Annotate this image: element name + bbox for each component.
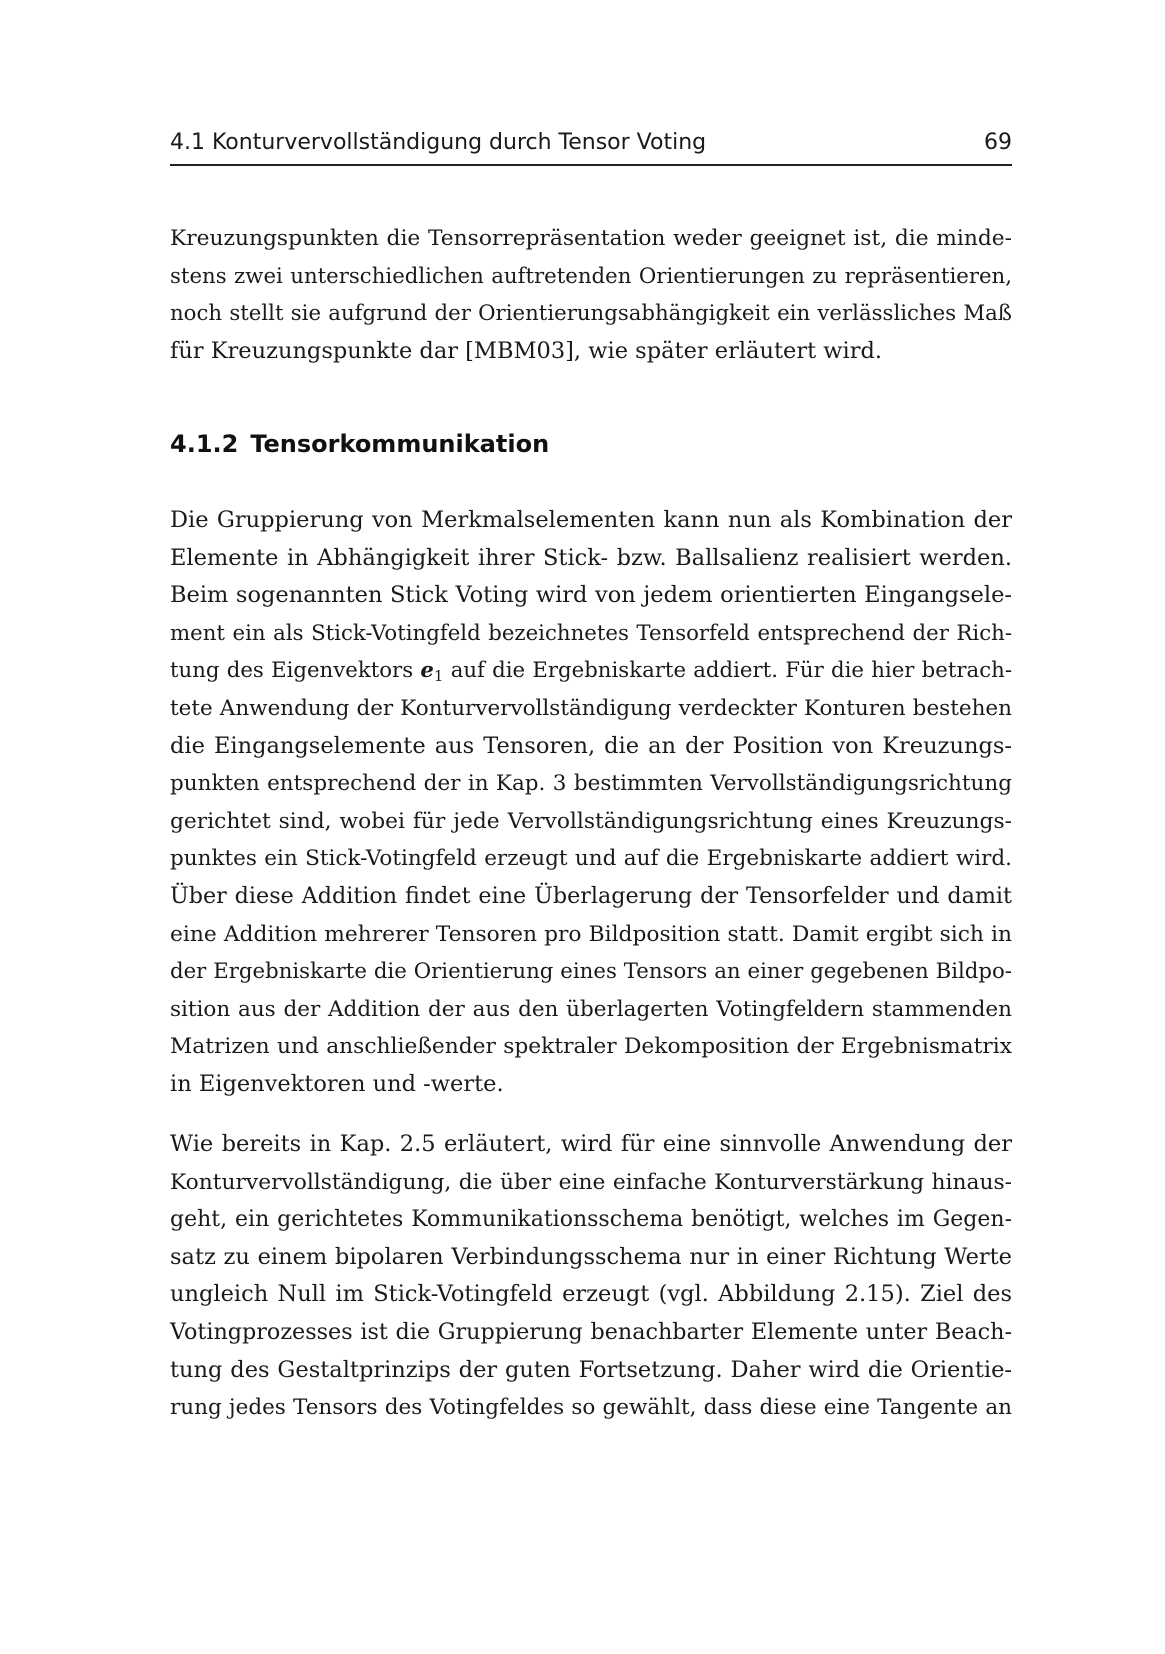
section-number: 4.1.2 bbox=[170, 430, 239, 458]
text-line: sition aus der Addition der aus den überlagerten Votingfeldern stammenden bbox=[170, 996, 1012, 1022]
text-line: tung des Gestaltprinzips der guten Fortsetzung. Daher wird die Orientie- bbox=[170, 1356, 1012, 1383]
text-line: gerichtet sind, wobei für jede Vervollständigungsrichtung eines Kreuzungs- bbox=[170, 808, 1012, 834]
text-line: punktes ein Stick-Votingfeld erzeugt und auf die Ergebniskarte addiert wird. bbox=[170, 846, 1012, 872]
section-title: Tensorkommunikation bbox=[250, 430, 550, 458]
text-line-with-math bbox=[170, 652, 1012, 690]
text-line: noch stellt sie aufgrund der Orientierungsabhängigkeit ein verlässliches Maß bbox=[170, 301, 1012, 327]
text-line: rung jedes Tensors des Votingfeldes so gewählt, dass diese eine Tangente an bbox=[170, 1395, 1012, 1421]
text-line: stens zwei unterschiedlichen auftretenden Orientierungen zu repräsentieren, bbox=[170, 263, 1012, 289]
text-line: Über diese Addition findet eine Überlagerung der Tensorfelder und damit bbox=[170, 882, 1012, 909]
running-header bbox=[170, 128, 1012, 166]
paragraph-continuation bbox=[170, 220, 1012, 370]
text-line: die Eingangselemente aus Tensoren, die an der Position von Kreuzungs- bbox=[170, 732, 1012, 759]
math-subscript: 1 bbox=[433, 667, 444, 686]
text-line: punkten entsprechend der in Kap. 3 bestimmten Vervollständigungsrichtung bbox=[170, 771, 1012, 797]
text-line: eine Addition mehrerer Tensoren pro Bildposition statt. Damit ergibt sich in bbox=[170, 921, 1012, 947]
text-line: in Eigenvektoren und -werte. bbox=[170, 1070, 504, 1097]
text-line: ungleich Null im Stick-Votingfeld erzeugt (vgl. Abbildung 2.15). Ziel des bbox=[170, 1281, 1012, 1308]
text-line: für Kreuzungspunkte dar [MBM03], wie später erläutert wird. bbox=[170, 337, 883, 364]
text-line: Kreuzungspunkten die Tensorrepräsentation weder geeignet ist, die minde- bbox=[170, 226, 1012, 251]
text-line: satz zu einem bipolaren Verbindungsschema nur in einer Richtung Werte bbox=[170, 1243, 1012, 1270]
text-line: tete Anwendung der Konturvervollständigung verdeckter Konturen bestehen bbox=[170, 695, 1012, 721]
paragraph-directed-communication bbox=[170, 1126, 1012, 1427]
text-line: Konturvervollständigung, die über eine einfache Konturverstärkung hinaus- bbox=[170, 1169, 1012, 1195]
text-line: ment ein als Stick-Votingfeld bezeichnetes Tensorfeld entsprechend der Rich- bbox=[170, 620, 1012, 646]
math-vector-e: e bbox=[420, 658, 434, 684]
paragraph-tensor-communication bbox=[170, 502, 1012, 1104]
text-fragment: tung des Eigenvektors bbox=[170, 658, 414, 684]
text-line: der Ergebniskarte die Orientierung eines Tensors an einer gegebenen Bildpo- bbox=[170, 959, 1012, 985]
text-line: geht, ein gerichtetes Kommunikationsschema benötigt, welches im Gegen- bbox=[170, 1207, 1012, 1233]
text-line: Wie bereits in Kap. 2.5 erläutert, wird für eine sinnvolle Anwendung der bbox=[170, 1131, 1012, 1157]
section-heading bbox=[170, 430, 549, 458]
text-fragment: auf die Ergebniskarte addiert. Für die hier betrach- bbox=[450, 658, 1012, 684]
text-line: Votingprozesses ist die Gruppierung benachbarter Elemente unter Beach- bbox=[170, 1318, 1012, 1345]
text-line: Beim sogenannten Stick Voting wird von jedem orientierten Eingangsele- bbox=[170, 582, 1012, 609]
header-section-title: 4.1 Konturvervollständigung durch Tensor Voting bbox=[170, 130, 707, 155]
text-line: Matrizen und anschließender spektraler Dekomposition der Ergebnismatrix bbox=[170, 1034, 1012, 1060]
page-number: 69 bbox=[984, 130, 1012, 155]
text-line: Die Gruppierung von Merkmalselementen kann nun als Kombination der bbox=[170, 507, 1012, 533]
text-line: Elemente in Abhängigkeit ihrer Stick- bzw. Ballsalienz realisiert werden. bbox=[170, 544, 1012, 571]
